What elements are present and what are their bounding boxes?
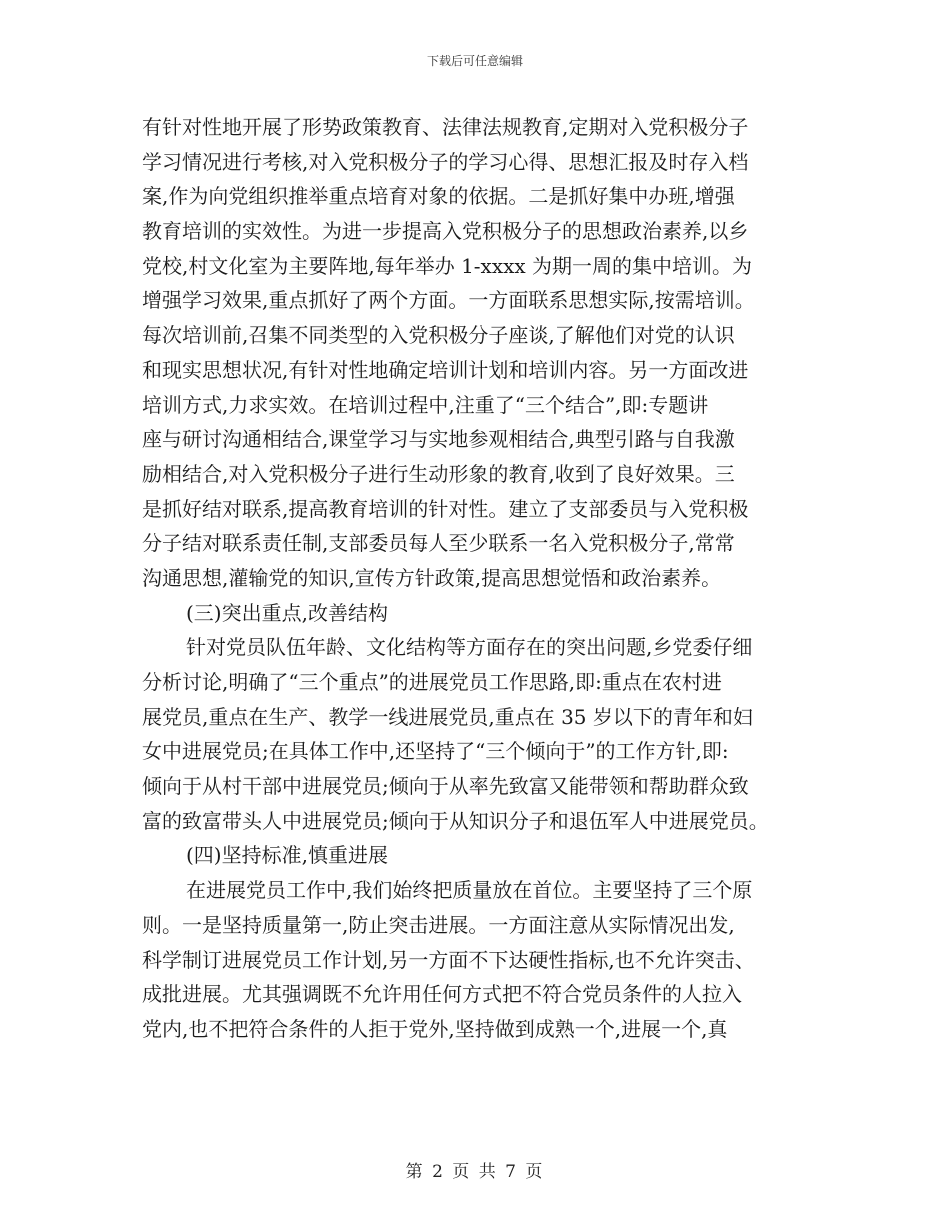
page-footer: 第 2 页 共 7 页 xyxy=(405,1162,545,1182)
text-line: 励相结合,对入党积极分子进行生动形象的教育,收到了良好效果。三 xyxy=(142,461,735,486)
text-line: 党内,也不把符合条件的人拒于党外,坚持做到成熟一个,进展一个,真 xyxy=(142,1016,728,1041)
text-line: 富的致富带头人中进展党员;倾向于从知识分子和退伍军人中进展党员。 xyxy=(142,808,769,833)
text-line: 有针对性地开展了形势政策教育、法律法规教育,定期对入党积极分子 xyxy=(142,115,749,139)
text-line: 教育培训的实效性。为进一步提高入党积极分子的思想政治素养,以乡 xyxy=(142,219,749,244)
text-line: 每次培训前,召集不同类型的入党积极分子座谈,了解他们对党的认识 xyxy=(142,323,735,348)
section-heading: (三)突出重点,改善结构 xyxy=(186,600,388,625)
text-line: 展党员,重点在生产、教学一线进展党员,重点在 35 岁以下的青年和妇 xyxy=(142,704,753,729)
text-line: 座与研讨沟通相结合,课堂学习与实地参观相结合,典型引路与自我激 xyxy=(142,427,735,452)
text-line: 增强学习效果,重点抓好了两个方面。一方面联系思想实际,按需培训。 xyxy=(142,288,755,313)
text-line: 培训方式,力求实效。在培训过程中,注重了“三个结合”,即:专题讲 xyxy=(142,392,709,417)
text-line: 沟通思想,灌输党的知识,宣传方针政策,提高思想觉悟和政治素养。 xyxy=(142,565,722,590)
text-line: 科学制订进展党员工作计划,另一方面不下达硬性指标,也不允许突击、 xyxy=(142,947,755,972)
text-line: 在进展党员工作中,我们始终把质量放在首位。主要坚持了三个原 xyxy=(186,878,753,903)
text-line: 成批进展。尤其强调既不允许用任何方式把不符合党员条件的人拉入 xyxy=(142,982,742,1007)
text-line: 倾向于从村干部中进展党员;倾向于从率先致富又能带领和帮助群众致 xyxy=(142,774,749,799)
text-line: 案,作为向党组织推举重点培育对象的依据。二是抓好集中办班,增强 xyxy=(142,184,735,209)
text-line: 党校,村文化室为主要阵地,每年举办 1-xxxx 为期一周的集中培训。为 xyxy=(142,253,753,278)
page-header: 下载后可任意编辑 xyxy=(426,54,523,68)
text-line: 分子结对联系责任制,支部委员每人至少联系一名入党积极分子,常常 xyxy=(142,531,735,556)
text-line: 针对党员队伍年龄、文化结构等方面存在的突出问题,乡党委仔细 xyxy=(186,635,753,660)
section-heading: (四)坚持标准,慎重进展 xyxy=(186,843,388,868)
text-line: 和现实思想状况,有针对性地确定培训计划和培训内容。另一方面改进 xyxy=(142,357,749,382)
body-text xyxy=(142,110,832,1047)
text-line: 分析讨论,明确了“三个重点”的进展党员工作思路,即:重点在农村进 xyxy=(142,670,722,694)
text-line: 则。一是坚持质量第一,防止突击进展。一方面注意从实际情况出发, xyxy=(142,912,735,937)
text-line: 学习情况进行考核,对入党积极分子的学习心得、思想汇报及时存入档 xyxy=(142,149,749,174)
text-line: 是抓好结对联系,提高教育培训的针对性。建立了支部委员与入党积极 xyxy=(142,496,749,521)
text-line: 女中进展党员;在具体工作中,还坚持了“三个倾向于”的工作方针,即: xyxy=(142,739,729,764)
